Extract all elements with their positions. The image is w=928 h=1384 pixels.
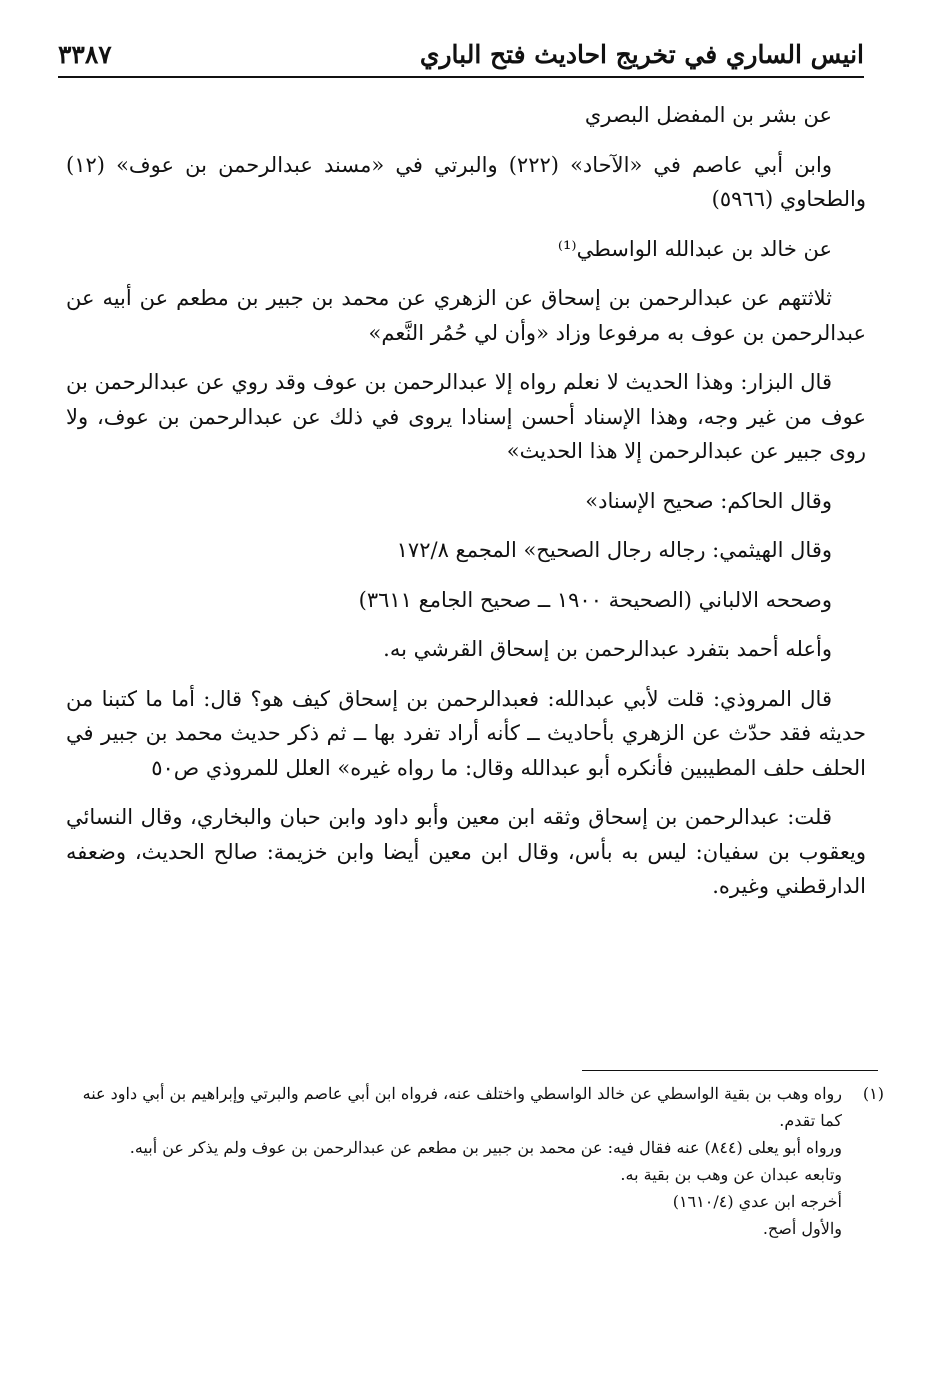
footnote-line: ورواه أبو يعلى (٨٤٤) عنه فقال فيه: عن محمد بن جبير بن مطعم عن عبدالرحمن بن عوف ولم يذكر عن أبيه. [129,1138,842,1157]
running-header [58,36,864,76]
paragraph-6: وقال الحاكم: صحيح الإسناد» [585,488,832,513]
paragraph-2: وابن أبي عاصم في «الآحاد» (٢٢٢) والبرتي في «مسند عبدالرحمن بن عوف» (١٢) والطحاوي (٥٩٦٦) [66,152,866,211]
paragraph-9: وأعله أحمد بتفرد عبدالرحمن بن إسحاق القرشي به. [383,637,832,661]
header-divider [58,76,864,78]
footnotes [76,1080,884,1242]
page-number: ٣٣٨٧ [58,40,112,69]
paragraph-3: عن خالد بن عبدالله الواسطي⁽¹⁾ [557,236,832,261]
paragraph-5: قال البزار: وهذا الحديث لا نعلم رواه إلا عبدالرحمن بن عوف وقد روي عن عبدالرحمن بن عوف من غير وجه، وهذا الإسناد أحسن إسنادا يروى في ذلك عن عبدالرحمن بن عوف، ولا روى جبير عن عبدالرحمن إلا هذا الحديث» [66,370,866,463]
footnote-line: وتابعه عبدان عن وهب بن بقية به. [620,1165,842,1184]
footnote-divider [582,1070,878,1071]
paragraph-8: وصححه الالباني (الصحيحة ١٩٠٠ ــ صحيح الجامع ٣٦١١) [358,587,832,612]
footnote-1 [76,1080,884,1242]
book-title: انيس الساري في تخريج احاديث فتح الباري [419,40,864,69]
footnote-line: أخرجه ابن عدي (١٦١٠/٤) [672,1192,842,1211]
paragraph-7: وقال الهيثمي: رجاله رجال الصحيح» المجمع ١٧٢/٨ [396,538,832,562]
paragraph-4: ثلاثتهم عن عبدالرحمن بن إسحاق عن الزهري عن محمد بن جبير بن مطعم عن أبيه عن عبدالرحمن بن عوف به مرفوعا وزاد «وأن لي حُمُر النَّعم» [66,286,866,345]
paragraph-1: عن بشر بن المفضل البصري [584,103,832,127]
footnote-number: (١) [862,1084,884,1103]
main-text [66,98,866,919]
paragraph-11: قلت: عبدالرحمن بن إسحاق وثقه ابن معين وأبو داود وابن حبان والبخاري، وقال النسائي ويعقوب بن سفيان: ليس به بأس، وقال ابن معين أيضا وابن خزيمة: صالح الحديث، وضعفه الدارقطني وغيره. [66,805,866,898]
footnote-line: رواه وهب بن بقية الواسطي عن خالد الواسطي واختلف عنه، فرواه ابن أبي عاصم والبرتي وإبراهيم بن أبي داود عنه كما تقدم. [82,1084,842,1130]
footnote-line: والأول أصح. [762,1219,842,1238]
paragraph-10: قال المروذي: قلت لأبي عبدالله: فعبدالرحمن بن إسحاق كيف هو؟ قال: أما ما كتبنا من حديثه فقد حدّث عن الزهري بأحاديث ــ كأنه أراد تفرد بها ــ ثم ذكر حديث محمد بن جبير في الحلف حلف المطيبين فأنكره أبو عبدالله وقال: ما رواه غيره» العلل للمروذي ص٥٠ [66,686,866,780]
